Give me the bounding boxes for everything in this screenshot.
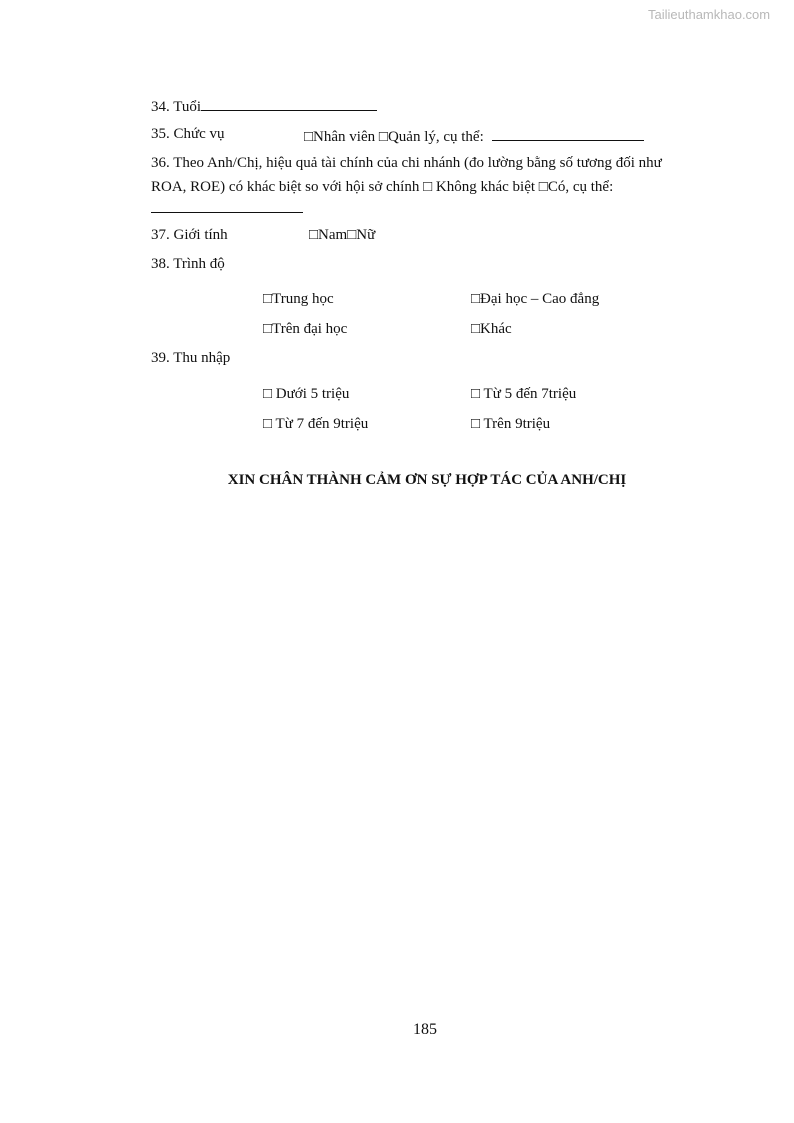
age-answer-line[interactable] <box>201 95 377 111</box>
option-income-over-9[interactable]: □ Trên 9triệu <box>471 416 551 432</box>
closing-thanks: XIN CHÂN THÀNH CẢM ƠN SỰ HỢP TÁC CỦA ANH/CHỊ <box>227 472 627 488</box>
page-number: 185 <box>413 1021 437 1038</box>
option-other[interactable]: □Khác <box>471 321 512 337</box>
question-36-line2: ROA, ROE) có khác biệt so với hội sở chính □ Không khác biệt □Có, cụ thể: <box>151 179 614 195</box>
question-37-label: 37. Giới tính <box>151 227 228 243</box>
question-36-line1: 36. Theo Anh/Chị, hiệu quả tài chính của chi nhánh (đo lường bằng số tương đối như <box>151 155 662 171</box>
question-35-label: 35. Chức vụ <box>151 126 225 142</box>
option-university-college[interactable]: □Đại học – Cao đẳng <box>471 291 600 307</box>
option-staff[interactable]: □Nhân viên <box>304 129 376 145</box>
watermark: Tailieuthamkhao.com <box>648 7 771 22</box>
option-income-7-9[interactable]: □ Từ 7 đến 9triệu <box>263 416 369 432</box>
question-36-answer-line[interactable] <box>151 212 303 213</box>
option-postgraduate[interactable]: □Trên đại học <box>263 321 348 337</box>
question-34 <box>151 95 377 116</box>
position-answer-line[interactable] <box>492 125 644 141</box>
option-manager[interactable]: □Quản lý, cụ thể: <box>378 129 484 145</box>
gender-options[interactable]: □Nam□Nữ <box>309 227 376 243</box>
question-34-label: 34. Tuổi <box>151 99 202 115</box>
option-high-school[interactable]: □Trung học <box>263 291 334 307</box>
option-income-5-7[interactable]: □ Từ 5 đến 7triệu <box>471 386 577 402</box>
option-income-under-5[interactable]: □ Dưới 5 triệu <box>263 386 350 402</box>
question-35-options <box>304 125 644 146</box>
question-39-label: 39. Thu nhập <box>151 350 231 366</box>
question-38-label: 38. Trình độ <box>151 256 225 272</box>
